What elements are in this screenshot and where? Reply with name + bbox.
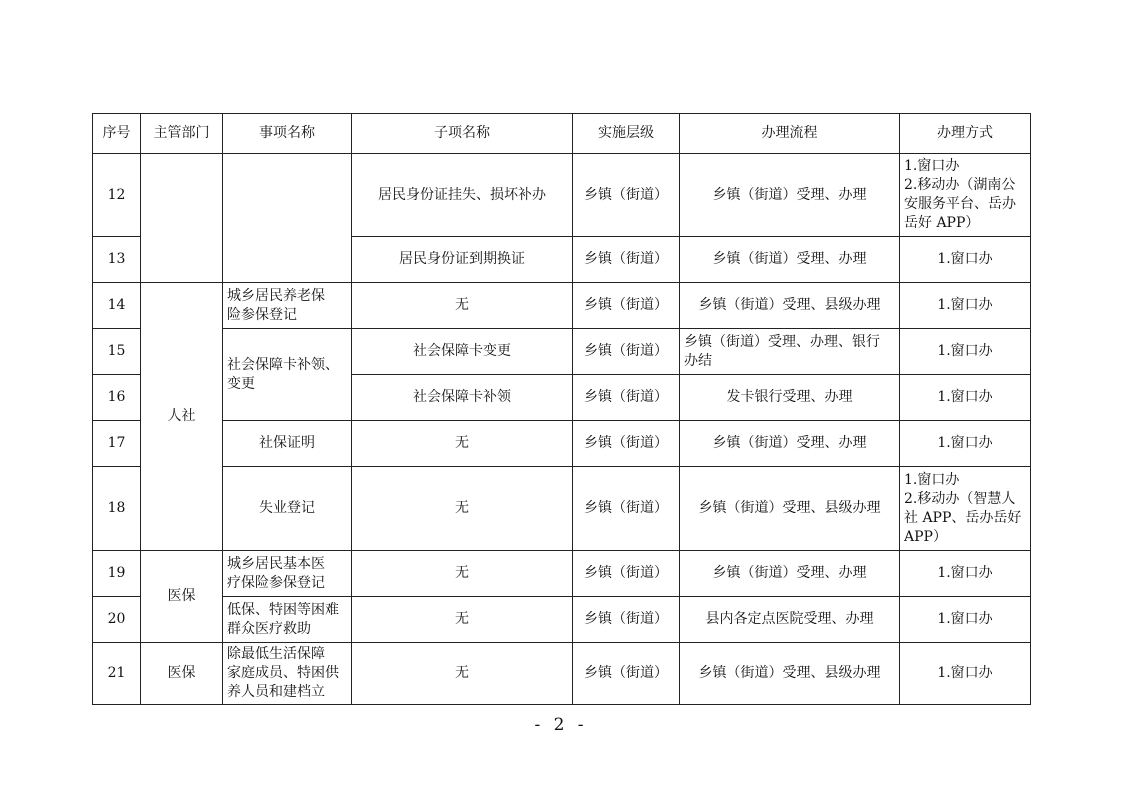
item-name: 低保、特困等困难 群众医疗救助: [223, 597, 352, 643]
table-row: [93, 421, 1031, 467]
method: 1.窗口办: [900, 421, 1031, 467]
sub-item: 无: [352, 597, 573, 643]
header-item: 事项名称: [223, 114, 352, 154]
dept-cell-empty: [141, 154, 223, 283]
table-row: [93, 283, 1031, 329]
item-name: 社会保障卡补领、 变更: [223, 329, 352, 421]
table-row: [93, 551, 1031, 597]
process: 县内各定点医院受理、办理: [680, 597, 900, 643]
item-name: 城乡居民养老保 险参保登记: [223, 283, 352, 329]
method: 1.窗口办: [900, 643, 1031, 705]
process: 乡镇（街道）受理、办理、银行 办结: [680, 329, 900, 375]
method: 1.窗口办: [900, 237, 1031, 283]
row-no: 18: [93, 467, 141, 551]
row-no: 14: [93, 283, 141, 329]
row-no: 13: [93, 237, 141, 283]
method: 1.窗口办 2.移动办（智慧人 社 APP、岳办岳好 APP）: [900, 467, 1031, 551]
impl-level: 乡镇（街道）: [573, 597, 680, 643]
dept-yibao: 医保: [141, 643, 223, 705]
sub-item: 无: [352, 421, 573, 467]
item-cell-empty: [223, 154, 352, 283]
item-name: 失业登记: [223, 467, 352, 551]
row-no: 12: [93, 154, 141, 237]
impl-level: 乡镇（街道）: [573, 154, 680, 237]
table-row: [93, 329, 1031, 375]
row-no: 21: [93, 643, 141, 705]
impl-level: 乡镇（街道）: [573, 375, 680, 421]
impl-level: 乡镇（街道）: [573, 329, 680, 375]
method: 1.窗口办: [900, 597, 1031, 643]
header-level: 实施层级: [573, 114, 680, 154]
service-items-table: [92, 113, 1031, 705]
header-no: 序号: [93, 114, 141, 154]
header-sub: 子项名称: [352, 114, 573, 154]
process: 乡镇（街道）受理、办理: [680, 551, 900, 597]
row-no: 15: [93, 329, 141, 375]
row-no: 20: [93, 597, 141, 643]
sub-item: 无: [352, 467, 573, 551]
sub-item: 居民身份证挂失、损坏补办: [352, 154, 573, 237]
dept-yibao: 医保: [141, 551, 223, 643]
method: 1.窗口办: [900, 329, 1031, 375]
impl-level: 乡镇（街道）: [573, 643, 680, 705]
sub-item: 居民身份证到期换证: [352, 237, 573, 283]
method: 1.窗口办: [900, 551, 1031, 597]
method: 1.窗口办: [900, 283, 1031, 329]
impl-level: 乡镇（街道）: [573, 283, 680, 329]
header-process: 办理流程: [680, 114, 900, 154]
sub-item: 无: [352, 643, 573, 705]
table-row: [93, 467, 1031, 551]
impl-level: 乡镇（街道）: [573, 421, 680, 467]
process: 乡镇（街道）受理、县级办理: [680, 643, 900, 705]
item-name: 社保证明: [223, 421, 352, 467]
dept-renshe: 人社: [141, 283, 223, 551]
table-header-row: [93, 114, 1031, 154]
process: 乡镇（街道）受理、县级办理: [680, 283, 900, 329]
row-no: 16: [93, 375, 141, 421]
item-name: 城乡居民基本医 疗保险参保登记: [223, 551, 352, 597]
header-method: 办理方式: [900, 114, 1031, 154]
item-name: 除最低生活保障 家庭成员、特困供 养人员和建档立: [223, 643, 352, 705]
sub-item: 社会保障卡补领: [352, 375, 573, 421]
row-no: 17: [93, 421, 141, 467]
process: 乡镇（街道）受理、办理: [680, 237, 900, 283]
process: 乡镇（街道）受理、办理: [680, 421, 900, 467]
method: 1.窗口办 2.移动办（湖南公 安服务平台、岳办 岳好 APP）: [900, 154, 1031, 237]
method: 1.窗口办: [900, 375, 1031, 421]
table-row: [93, 643, 1031, 705]
process: 发卡银行受理、办理: [680, 375, 900, 421]
sub-item: 社会保障卡变更: [352, 329, 573, 375]
table-row: [93, 154, 1031, 237]
table-row: [93, 597, 1031, 643]
sub-item: 无: [352, 551, 573, 597]
row-no: 19: [93, 551, 141, 597]
process: 乡镇（街道）受理、办理: [680, 154, 900, 237]
page-number: - 2 -: [534, 715, 588, 735]
header-dept: 主管部门: [141, 114, 223, 154]
process: 乡镇（街道）受理、县级办理: [680, 467, 900, 551]
impl-level: 乡镇（街道）: [573, 467, 680, 551]
sub-item: 无: [352, 283, 573, 329]
impl-level: 乡镇（街道）: [573, 237, 680, 283]
impl-level: 乡镇（街道）: [573, 551, 680, 597]
